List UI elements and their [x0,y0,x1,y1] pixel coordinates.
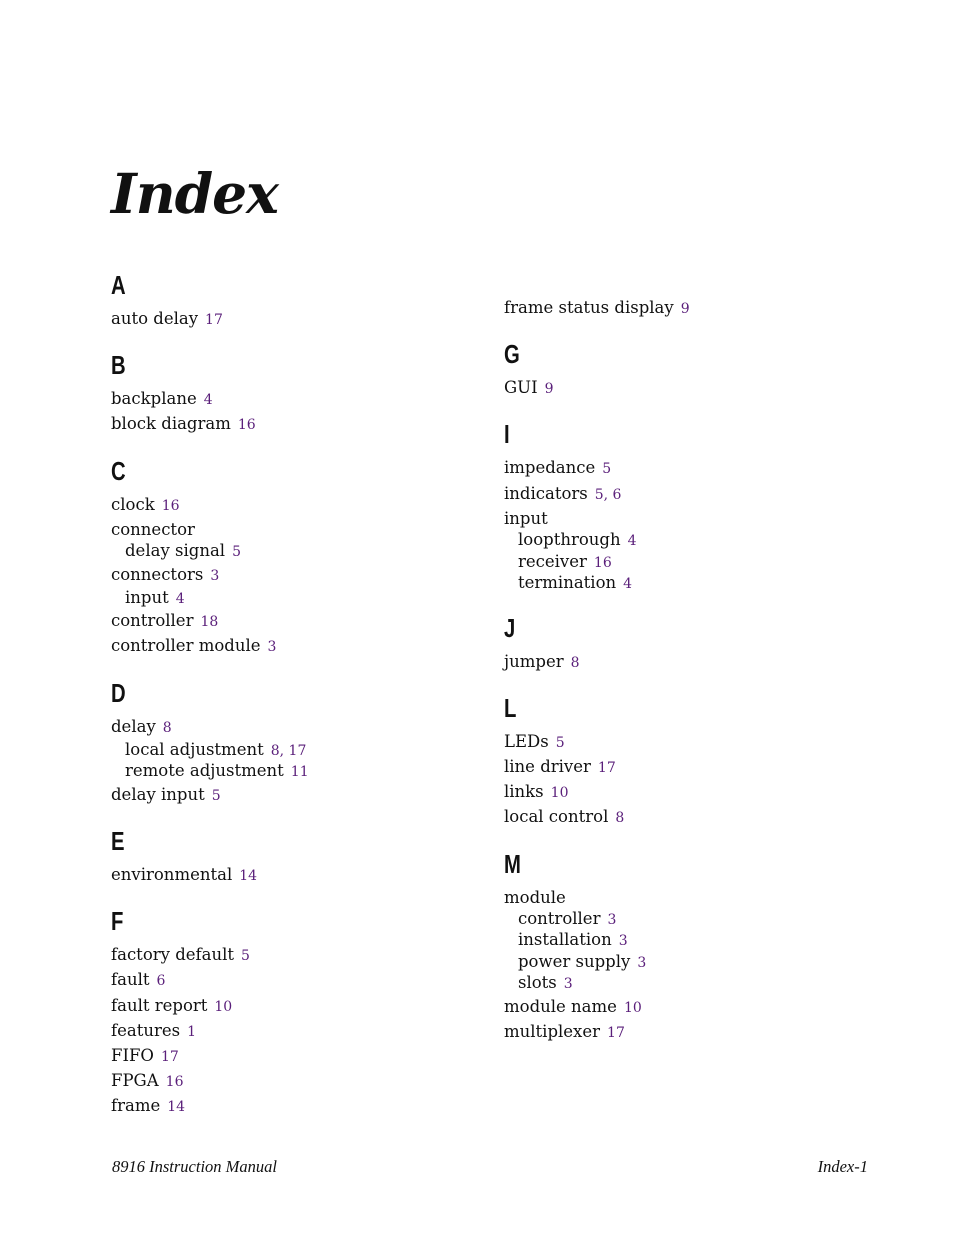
index-section [111,456,471,660]
page-reference-link[interactable]: 4 [175,590,185,607]
index-entry [111,563,471,588]
page-reference-link[interactable]: 6 [156,973,166,990]
index-term: auto delay [111,309,199,328]
index-term: indicators [504,483,588,503]
index-entry [111,863,471,888]
index-term: links [504,782,544,802]
index-entry [504,482,864,507]
page-reference-link[interactable]: 16 [593,554,612,571]
index-entry [111,387,471,412]
index-entry [111,1019,471,1044]
index-entry [504,296,864,321]
index-entry [111,783,471,808]
section-letter: I [504,419,510,450]
index-section [504,296,864,321]
section-letter: J [504,612,516,643]
page-reference-link[interactable]: 5 [241,948,250,965]
page-reference-link[interactable]: 9 [544,381,554,398]
index-entry [111,518,471,541]
page-reference-link[interactable]: 10 [623,999,642,1016]
page-reference-link[interactable]: 16 [165,1074,184,1091]
index-term: receiver [518,551,587,571]
index-subentry [504,973,864,995]
index-term: LEDs [504,731,549,751]
index-entry [111,994,471,1019]
index-term: local control [504,807,609,827]
index-entry [111,412,471,437]
index-term: impedance [504,458,596,478]
page-reference-link[interactable]: 17 [607,1024,625,1041]
page-reference-link[interactable]: 4 [203,392,213,409]
index-subentry [504,530,864,552]
index-term: environmental [111,865,233,885]
index-term: FPGA [111,1071,159,1091]
page-title: Index [111,161,278,226]
index-term: connector [111,519,195,539]
index-term: fault report [111,995,208,1015]
page-reference-link[interactable]: 5 [555,734,565,751]
index-term: frame [111,1096,161,1116]
page-reference-link[interactable]: 11 [290,764,309,781]
page-reference-link[interactable]: 8 [162,719,172,736]
index-subentry [504,930,864,952]
index-entry [504,805,864,830]
index-term: input [125,587,169,607]
index-entry [504,376,864,401]
index-term: controller module [111,636,261,656]
page-reference-link[interactable]: 8, 17 [270,742,307,759]
page-reference-link[interactable]: 3 [267,639,277,656]
index-term: fault [111,970,150,990]
index-term: delay signal [125,541,226,561]
index-subentry [504,909,864,931]
index-term: GUI [504,378,538,398]
section-letter: D [111,677,126,708]
index-subentry [111,588,471,610]
index-term: clock [111,494,155,514]
index-section [504,693,864,831]
page-reference-link[interactable]: 17 [597,759,616,776]
index-term: factory default [111,945,235,965]
index-entry [504,456,864,481]
index-section [111,678,471,808]
page-reference-link[interactable]: 14 [239,868,258,885]
page-reference-link[interactable]: 5, 6 [594,486,622,503]
index-column-right [504,296,864,1063]
page-reference-link[interactable]: 10 [214,998,233,1015]
index-entry [111,609,471,634]
section-letter: E [111,826,125,857]
page-reference-link[interactable]: 14 [167,1099,186,1116]
section-letter: G [504,339,520,370]
index-term: frame status display [504,298,674,317]
index-term: module [504,887,566,907]
index-entry [504,1020,864,1045]
section-letter: B [111,350,126,381]
index-entry [504,886,864,909]
index-entry [111,1069,471,1094]
index-term: backplane [111,389,197,409]
index-term: FIFO [111,1046,154,1066]
index-entry [111,307,471,332]
page-reference-link[interactable]: 8 [615,810,625,827]
index-section [111,826,471,888]
section-letter: L [504,692,517,723]
index-section [504,849,864,1046]
page-reference-link[interactable]: 10 [550,785,569,802]
page-reference-link[interactable]: 18 [200,614,219,631]
index-section [111,270,471,332]
footer-page-number: Index-1 [817,1157,868,1176]
index-term: remote adjustment [125,761,284,781]
page-reference-link[interactable]: 4 [623,576,633,593]
index-entry [111,493,471,518]
footer-manual-title: 8916 Instruction Manual [112,1157,277,1176]
index-entry [111,1044,471,1069]
page-reference-link[interactable]: 17 [205,312,223,328]
index-entry [111,943,471,968]
index-subentry [504,952,864,974]
page-reference-link[interactable]: 5 [232,544,241,561]
page-reference-link[interactable]: 3 [637,954,647,971]
index-subentry [504,573,864,595]
section-letter: M [504,848,521,879]
index-term: termination [518,573,617,593]
index-subentry [504,552,864,574]
index-section [504,419,864,594]
page-reference-link[interactable]: 3 [607,911,617,928]
index-term: input [504,508,548,528]
index-column-left [111,270,471,1138]
index-term: controller [111,611,194,631]
index-term: block diagram [111,414,231,434]
index-section [504,339,864,401]
index-entry [504,650,864,675]
page-reference-link[interactable]: 3 [563,976,573,993]
index-entry [504,755,864,780]
index-entry [504,995,864,1020]
index-entry [504,507,864,530]
index-term: features [111,1020,181,1040]
page-reference-link[interactable]: 9 [680,301,690,317]
index-term: multiplexer [504,1021,601,1041]
page-reference-link[interactable]: 1 [187,1023,197,1040]
section-letter: F [111,906,124,937]
page-reference-link[interactable]: 3 [618,933,628,950]
page-reference-link[interactable]: 4 [627,533,637,550]
page-reference-link[interactable]: 17 [160,1049,179,1066]
index-term: line driver [504,756,591,776]
index-entry [111,1094,471,1119]
index-entry [504,780,864,805]
index-term: local adjustment [125,739,264,759]
page-reference-link[interactable]: 3 [210,567,220,584]
index-term: loopthrough [518,530,621,550]
index-term: slots [518,973,557,993]
index-term: installation [518,930,612,950]
index-term: delay input [111,784,205,804]
index-term: controller [518,908,601,928]
index-term: jumper [504,651,564,671]
index-term: module name [504,996,617,1016]
index-section [111,906,471,1119]
index-entry [111,715,471,740]
page-reference-link[interactable]: 16 [237,417,256,434]
index-subentry [111,761,471,783]
index-entry [504,730,864,755]
index-subentry [111,541,471,563]
section-letter: A [111,270,126,300]
page-reference-link[interactable]: 5 [211,787,221,804]
index-term: delay [111,716,156,736]
page-reference-link[interactable]: 16 [161,497,180,514]
section-letter: C [111,455,126,486]
page-reference-link[interactable]: 8 [570,654,580,671]
index-section [111,350,471,437]
index-entry [111,968,471,993]
index-term: power supply [518,951,631,971]
index-section [504,613,864,675]
index-term: connectors [111,564,204,584]
index-entry [111,634,471,659]
page-reference-link[interactable]: 5 [602,461,612,478]
index-subentry [111,740,471,762]
